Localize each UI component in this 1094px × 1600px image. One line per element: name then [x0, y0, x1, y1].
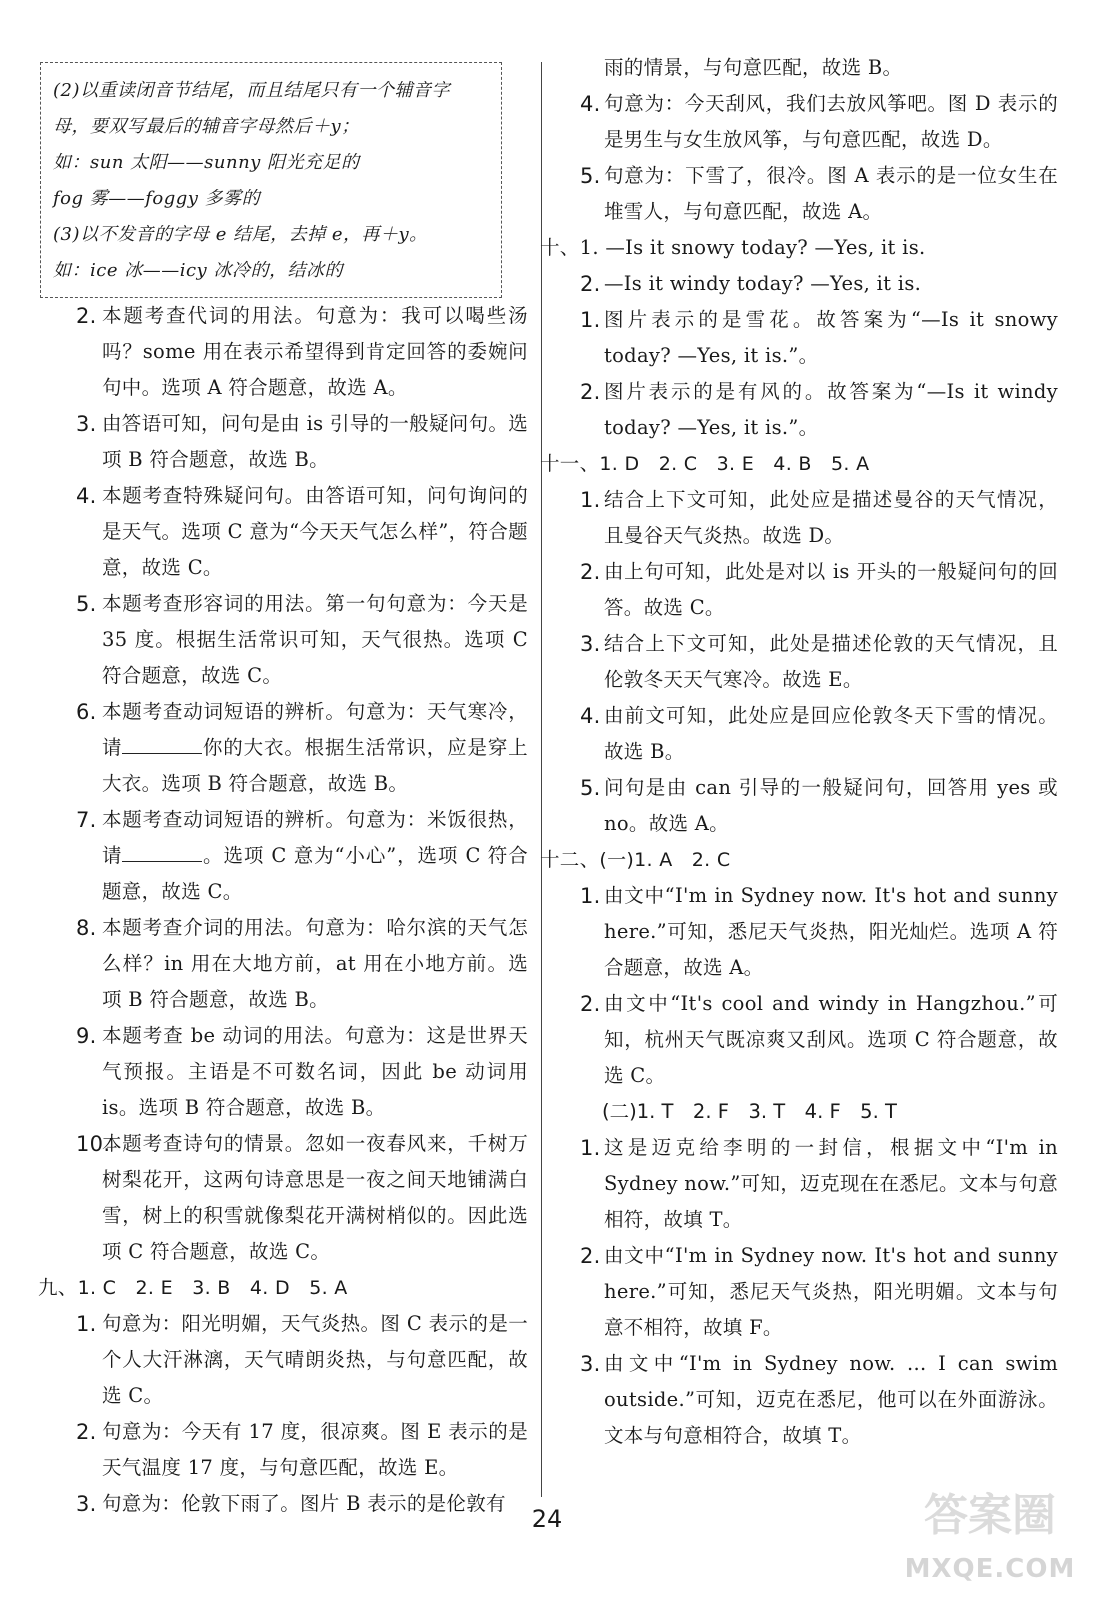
section-label: 十、: [540, 236, 580, 259]
item-text: 由答语可知，问句是由 is 引导的一般疑问句。选项 B 符合题意，故选 B。: [102, 412, 528, 471]
explanation-item: [558, 554, 1058, 626]
explanation-item: [558, 1346, 1058, 1454]
right-column: [540, 50, 1058, 1454]
item-text: 图片表示的是有风的。故答案为“—Is it windy today? —Yes, it is.”。: [604, 380, 1058, 439]
explanation-item: [558, 266, 1058, 302]
page-number: 24: [531, 1505, 563, 1533]
item-text: 句意为：阳光明媚，天气炎热。图 C 表示的是一个人大汗淋漓，天气晴朗炎热，与句意匹配，故选 C。: [102, 1312, 528, 1407]
tip-line: (3)以不发音的字母 e 结尾，去掉 e，再＋y。: [53, 224, 428, 245]
tip-box: [40, 62, 502, 298]
item-text: [38, 694, 528, 802]
explanation-item: [558, 1130, 1058, 1238]
item-number: 1.: [580, 488, 601, 512]
item-text: 句意为：今天刮风，我们去放风筝吧。图 D 表示的是男生与女生放风筝，与句意匹配，故选 D。: [604, 92, 1058, 151]
item-text-a: 本题考查动词短语的辨析。句意为：米饭很热，请: [102, 808, 528, 867]
item-text: 由文中“I'm in Sydney now. ... I can swim outside.”可知，迈克在悉尼，他可以在外面游泳。文本与句意相符合，故填 T。: [604, 1352, 1058, 1447]
item-number: 2.: [580, 1244, 601, 1268]
explanation-item: [38, 1414, 528, 1486]
item-text: [38, 802, 528, 910]
section-12-header: [540, 842, 1058, 878]
explanation-item: [558, 626, 1058, 698]
explanation-item: [38, 1126, 528, 1270]
item-number: 2.: [76, 304, 97, 328]
item-text: 本题考查诗句的情景。忽如一夜春风来，千树万树梨花开，这两句诗意思是一夜之间天地铺满白雪，树上的积雪就像梨花开满树梢似的。因此选项 C 符合题意，故选 C。: [102, 1132, 528, 1263]
explanation-item: [558, 86, 1058, 158]
watermark-logo: 答案圈: [924, 1490, 1056, 1541]
item-number: 2.: [580, 992, 601, 1016]
section-label: 十一、: [540, 452, 600, 475]
fill-blank: [122, 841, 202, 862]
explanation-item: [38, 1018, 528, 1126]
tip-line: fog 雾——foggy 多雾的: [53, 188, 261, 209]
item-text: 问句是由 can 引导的一般疑问句，回答用 yes 或 no。故选 A。: [604, 776, 1058, 835]
item-text: 由上句可知，此处是对以 is 开头的一般疑问句的回答。故选 C。: [604, 560, 1058, 619]
item-number: 3.: [76, 1492, 97, 1516]
section-answers: 1. C 2. E 3. B 4. D 5. A: [77, 1277, 348, 1299]
item-number: 1.: [580, 1136, 601, 1160]
item-text: 本题考查介词的用法。句意为：哈尔滨的天气怎么样？in 用在大地方前，at 用在小地方前。选项 B 符合题意，故选 B。: [102, 916, 528, 1011]
item-text: 句意为：今天有 17 度，很凉爽。图 E 表示的是天气温度 17 度，与句意匹配，故选 E。: [102, 1420, 528, 1479]
explanation-item: [38, 586, 528, 694]
watermark-site: MXQE.COM: [904, 1554, 1076, 1584]
left-column: [38, 50, 528, 1522]
item-number: 4.: [580, 704, 601, 728]
item-text: —Is it windy today? —Yes, it is.: [604, 272, 922, 295]
item-text: 由文中“I'm in Sydney now. It's hot and sunny here.”可知，悉尼天气炎热，阳光灿烂。选项 A 符合题意，故选 A。: [604, 884, 1058, 979]
item-text-b: 。选项 C 意为“小心”，选项 C 符合题意，故选 C。: [102, 844, 528, 903]
item-number: 1.: [580, 884, 601, 908]
section-label: 九、: [38, 1276, 78, 1299]
item-number: 3.: [580, 1352, 601, 1376]
tip-line: 母，要双写最后的辅音字母然后＋y；: [53, 116, 360, 137]
item-text: 本题考查特殊疑问句。由答语可知，问句询问的是天气。选项 C 意为“今天天气怎么样”，符合题意，故选 C。: [102, 484, 528, 579]
item-text: 句意为：伦敦下雨了。图片 B 表示的是伦敦有: [102, 1492, 506, 1515]
item-text: 由文中“It's cool and windy in Hangzhou.”可知，杭州天气既凉爽又刮风。选项 C 符合题意，故选 C。: [604, 992, 1058, 1087]
explanation-item: [558, 770, 1058, 842]
item-text-b: 你的大衣。根据生活常识，应是穿上大衣。选项 B 符合题意，故选 B。: [102, 736, 528, 795]
section-answers: 1. D 2. C 3. E 4. B 5. A: [599, 453, 870, 475]
item-number: 3.: [580, 632, 601, 656]
explanation-item: [558, 878, 1058, 986]
explanation-item: [38, 298, 528, 406]
item-number: 9.: [76, 1024, 97, 1048]
item-number: 7.: [76, 808, 97, 832]
watermark: [900, 1482, 1080, 1590]
item-number: 4.: [76, 484, 97, 508]
item-text: 结合上下文可知，此处是描述伦敦的天气情况，且伦敦冬天天气寒冷。故选 E。: [604, 632, 1058, 691]
item-text: 本题考查代词的用法。句意为：我可以喝些汤吗？some 用在表示希望得到肯定回答的委婉问句中。选项 A 符合题意，故选 A。: [102, 304, 528, 399]
item-text: 由前文可知，此处应是回应伦敦冬天下雪的情况。故选 B。: [604, 704, 1058, 763]
item-number: 2.: [580, 380, 601, 404]
explanation-item: [558, 374, 1058, 446]
item-text: 雨的情景，与句意匹配，故选 B。: [604, 56, 903, 79]
explanation-item: [38, 910, 528, 1018]
section-11-header: [540, 446, 1058, 482]
item-text-a: 本题考查动词短语的辨析。句意为：天气寒冷，请: [102, 700, 528, 759]
item-number: 2.: [76, 1420, 97, 1444]
item-number: 5.: [580, 164, 601, 188]
explanation-item: [38, 478, 528, 586]
item-number: 3.: [76, 412, 97, 436]
explanation-item: [558, 158, 1058, 230]
item-text: 句意为：下雪了，很冷。图 A 表示的是一位女生在堆雪人，与句意匹配，故选 A。: [604, 164, 1058, 223]
item-text: 由文中“I'm in Sydney now. It's hot and sunny here.”可知，悉尼天气炎热，阳光明媚。文本与句意不相符，故填 F。: [604, 1244, 1058, 1339]
explanation-item: [558, 698, 1058, 770]
item-number: 1.: [580, 308, 601, 332]
item-number: 5.: [580, 776, 601, 800]
item-number: 4.: [580, 92, 601, 116]
item-number: 8.: [76, 916, 97, 940]
item-number: 2.: [580, 560, 601, 584]
item-number: 10.: [76, 1132, 111, 1156]
tip-line: 如：ice 冰——icy 冰冷的，结冰的: [53, 260, 343, 281]
section-first-answer: 1. —Is it snowy today? —Yes, it is.: [579, 236, 926, 259]
column-divider: [541, 62, 542, 1497]
fill-blank: [122, 733, 202, 754]
explanation-item: [558, 986, 1058, 1094]
item-text: 这是迈克给李明的一封信，根据文中“I'm in Sydney now.”可知，迈克现在在悉尼。文本与句意相符，故填 T。: [604, 1136, 1058, 1231]
item-number: 2.: [580, 272, 601, 296]
explanation-item: [558, 482, 1058, 554]
section-9-header: [38, 1270, 528, 1306]
item-text: 图片表示的是雪花。故答案为“—Is it snowy today? —Yes, it is.”。: [604, 308, 1058, 367]
item-number: 1.: [76, 1312, 97, 1336]
section-10-header: [540, 230, 1058, 266]
section-answers: (一)1. A 2. C: [599, 849, 731, 871]
tip-line: (2)以重读闭音节结尾，而且结尾只有一个辅音字: [53, 80, 450, 101]
explanation-item: [558, 1238, 1058, 1346]
item-number: 5.: [76, 592, 97, 616]
sub-section-answers: (二)1. T 2. F 3. T 4. F 5. T: [602, 1100, 897, 1123]
item-number: 6.: [76, 700, 97, 724]
section-label: 十二、: [540, 848, 600, 871]
item-text: 本题考查形容词的用法。第一句句意为：今天是 35 度。根据生活常识可知，天气很热。选项 C 符合题意，故选 C。: [102, 592, 528, 687]
explanation-item: [38, 694, 528, 802]
explanation-item: [38, 406, 528, 478]
item-text: 结合上下文可知，此处应是描述曼谷的天气情况，且曼谷天气炎热。故选 D。: [604, 488, 1058, 547]
explanation-item: [558, 302, 1058, 374]
explanation-item: [38, 802, 528, 910]
tip-line: 如：sun 太阳——sunny 阳光充足的: [53, 152, 360, 173]
explanation-item-continued: [558, 50, 1058, 86]
item-text: 本题考查 be 动词的用法。句意为：这是世界天气预报。主语是不可数名词，因此 be 动词用 is。选项 B 符合题意，故选 B。: [102, 1024, 528, 1119]
explanation-item: [38, 1306, 528, 1414]
